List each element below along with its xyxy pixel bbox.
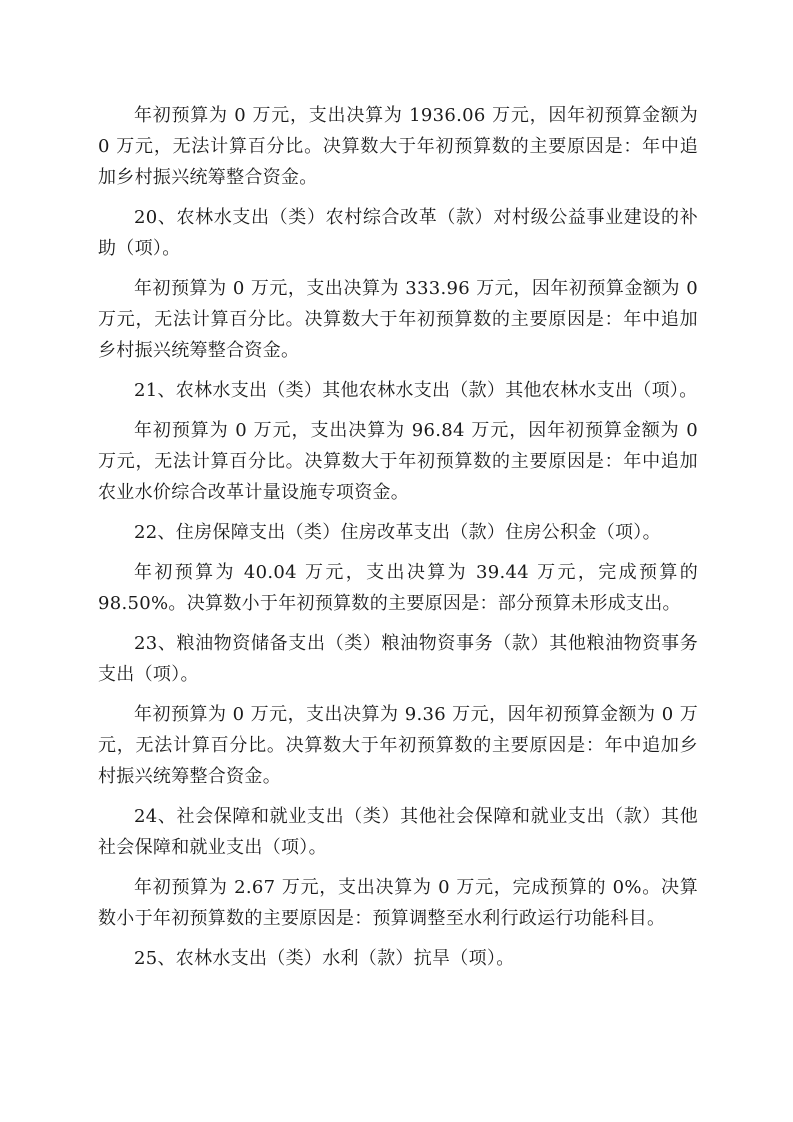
paragraph-item-22-heading: 22、住房保障支出（类）住房改革支出（款）住房公积金（项）。 [134,522,661,543]
paragraph-budget-item-19-detail: 年初预算为 0 万元，支出决算为 1936.06 万元，因年初预算金额为 0 万元，无法计算百分比。决算数大于年初预算数的主要原因是：年中追加乡村振兴统筹整合资金。 [98,105,698,188]
paragraph-item-21-heading: 21、农林水支出（类）其他农林水支出（款）其他农林水支出（项）。 [134,380,698,401]
paragraph-item-21-detail: 年初预算为 0 万元，支出决算为 96.84 万元，因年初预算金额为 0 万元，无法计算百分比。决算数大于年初预算数的主要原因是：年中追加农业水价综合改革计量设施专项资金。 [98,420,698,503]
paragraph-item-25-heading: 25、农林水支出（类）水利（款）抗旱（项）。 [134,948,515,969]
paragraph-item-24-heading: 24、社会保障和就业支出（类）其他社会保障和就业支出（款）其他社会保障和就业支出（项）。 [98,806,698,858]
paragraph-item-22-detail: 年初预算为 40.04 万元，支出决算为 39.44 万元，完成预算的 98.50%。决算数小于年初预算数的主要原因是：部分预算未形成支出。 [98,562,698,614]
paragraph-item-24-detail: 年初预算为 2.67 万元，支出决算为 0 万元，完成预算的 0%。决算数小于年初预算数的主要原因是：预算调整至水利行政运行功能科目。 [98,877,698,929]
paragraph-item-20-detail: 年初预算为 0 万元，支出决算为 333.96 万元，因年初预算金额为 0 万元，无法计算百分比。决算数大于年初预算数的主要原因是：年中追加乡村振兴统筹整合资金。 [98,278,698,361]
document-body [98,100,698,983]
paragraph-item-23-detail: 年初预算为 0 万元，支出决算为 9.36 万元，因年初预算金额为 0 万元，无法计算百分比。决算数大于年初预算数的主要原因是：年中追加乡村振兴统筹整合资金。 [98,704,698,787]
paragraph-item-23-heading: 23、粮油物资储备支出（类）粮油物资事务（款）其他粮油物资事务支出（项）。 [98,633,698,685]
paragraph-item-20-heading: 20、农林水支出（类）农村综合改革（款）对村级公益事业建设的补助（项）。 [98,207,698,259]
